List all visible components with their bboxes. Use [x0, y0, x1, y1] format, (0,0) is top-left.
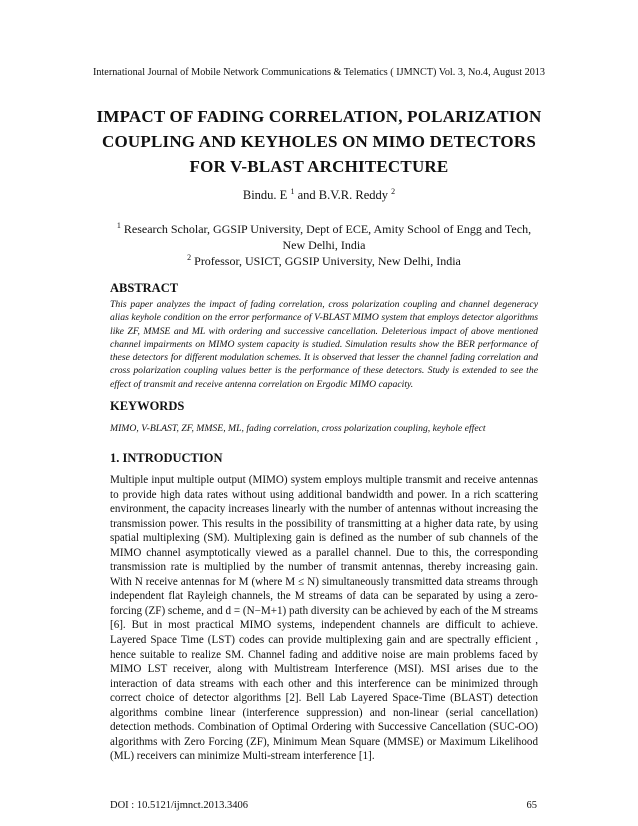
journal-header: International Journal of Mobile Network Communications & Telematics ( IJMNCT) Vol. 3, No.4, August 2013: [92, 67, 545, 78]
introduction-heading: 1. INTRODUCTION: [110, 451, 223, 465]
doi-footer: DOI : 10.5121/ijmnct.2013.3406: [110, 800, 248, 811]
title-line-2: COUPLING AND KEYHOLES ON MIMO DETECTORS: [102, 132, 536, 151]
paper-title: [60, 104, 578, 179]
introduction-text: Multiple input multiple output (MIMO) system employs multiple transmit and receive antennas to provide high data rates without using additional bandwidth and power. In a rich scattering environment, the capacity increases linearly with the number of antennas without increasing the transmission power. This results in the possibility of transmitting at a higher data rate, by using spatial multiplexing (SM). Multiplexing gain is defined as the number of sub channels of the MIMO channel asymptotically viewed as a parallel channel. Due to this, the corresponding transmission rate is multiplied by the number of transmit antennas, thereby increasing gain. With N receive antennas for M (where M ≤ N) simultaneously transmitted data streams through independent flat Rayleigh channels, the M streams of data can be separated by using a zero-forcing (ZF) scheme, and d = (N−M+1) path diversity can be achieved by each of the M streams [6]. But in most practical MIMO systems, independent channels are difficult to achieve. Layered Space Time (LST) codes can provide multiplexing gain and are spectrally efficient , hence suitable to realize SM. Channel fading and additive noise are main problems faced by MIMO LST receiver, along with Multistream Interference (MSI). MSI arises due to the interaction of data streams with each other and this interference can be minimized through correct choice of detector algorithms [2]. Bell Lab Layered Space-Time (BLAST) detection algorithms combine linear (interference suppression) and non-linear (serial cancellation) detection methods. Combination of Optimal Ordering with Successive Cancellation (SUC-OO) algorithms with Zero Forcing (ZF), Minimum Mean Square (MMSE) or Maximum Likelihood (ML) receivers can minimize Multi-stream interference [1].: [110, 474, 538, 763]
keywords-text: MIMO, V-BLAST, ZF, MMSE, ML, fading correlation, cross polarization coupling, keyhole effect: [110, 423, 486, 434]
author-2-sup: 2: [391, 186, 396, 196]
affiliations: [110, 221, 538, 269]
affiliation-1: [110, 221, 538, 253]
author-line: [0, 188, 638, 203]
affiliation-2-sup: 2: [187, 253, 192, 262]
affiliation-1-text: Research Scholar, GGSIP University, Dept of ECE, Amity School of Engg and Tech, New Delhi, India: [123, 222, 532, 252]
abstract-heading: ABSTRACT: [110, 281, 179, 295]
abstract-text: This paper analyzes the impact of fading correlation, cross polarization coupling and channel degeneracy alias keyhole condition on the error performance of V-BLAST MIMO system that employs detector algorithms like ZF, MMSE and ML with ordering and successive cancellation. Deleterious impact of above mentioned channel impairments on MIMO system capacity is studied. Simulation results show the BER performance of these detectors for different modulation schemes. It is observed that lesser the channel fading correlation and cross polarization coupling values better is the performance of these detectors. Study is extended to see the effect of transmit and receive antenna correlation on Ergodic MIMO capacity.: [110, 299, 538, 390]
affiliation-2-text: Professor, USICT, GGSIP University, New Delhi, India: [194, 254, 461, 268]
author-1-sup: 1: [290, 186, 295, 196]
affiliation-2: [110, 253, 538, 269]
author-and: and: [297, 188, 316, 202]
page-number: 65: [526, 800, 537, 811]
title-line-1: IMPACT OF FADING CORRELATION, POLARIZATION: [96, 107, 542, 126]
author-1: Bindu. E: [242, 188, 288, 202]
keywords-heading: KEYWORDS: [110, 399, 185, 413]
author-2: B.V.R. Reddy: [318, 188, 388, 202]
affiliation-1-sup: 1: [116, 221, 121, 230]
title-line-3: FOR V-BLAST ARCHITECTURE: [189, 157, 449, 176]
